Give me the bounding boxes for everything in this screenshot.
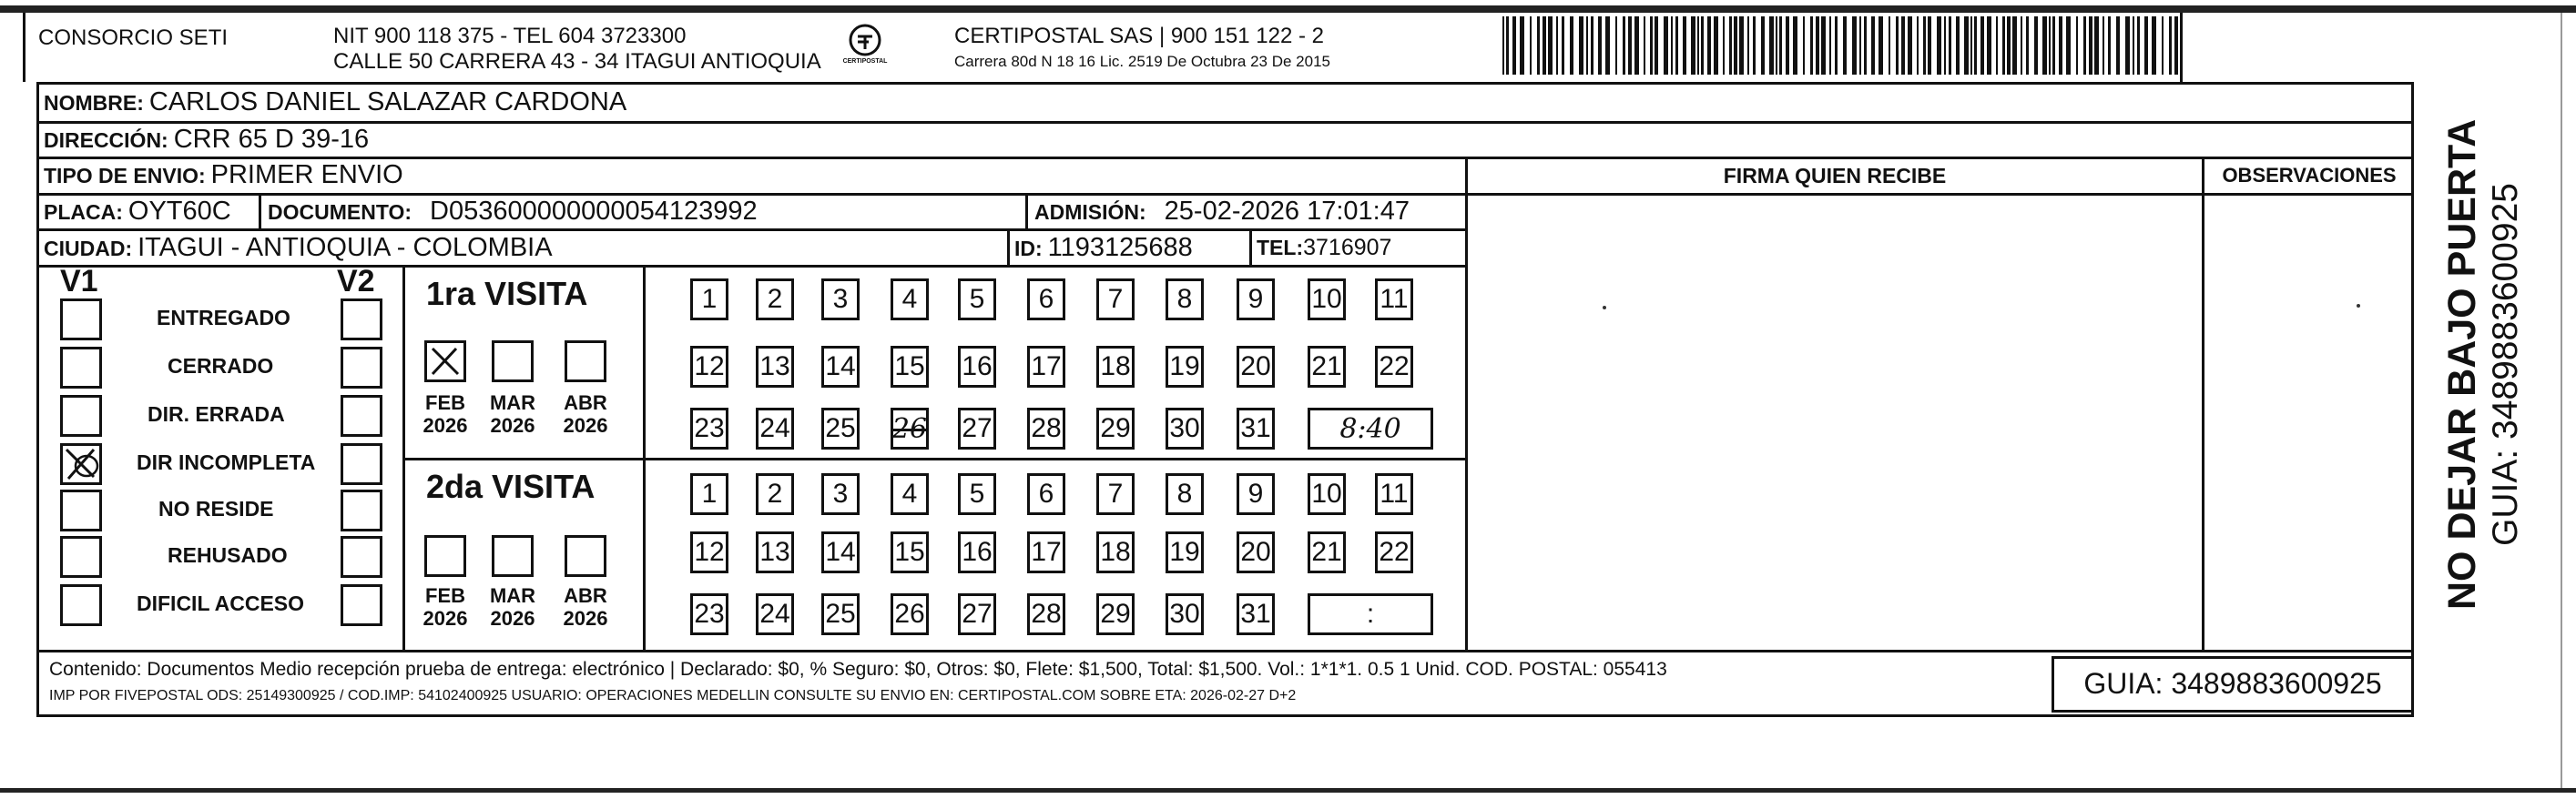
month-checkbox[interactable] xyxy=(565,340,606,382)
status-label: DIR. ERRADA xyxy=(148,402,285,426)
barcode-bar xyxy=(1901,16,1905,75)
v1-checkbox[interactable] xyxy=(60,298,102,340)
barcode-bar xyxy=(2049,16,2051,75)
day-box[interactable]: 23 xyxy=(690,593,728,635)
barcode-bar xyxy=(1852,16,1857,75)
visit-divider xyxy=(402,458,1468,460)
month-checkbox[interactable] xyxy=(492,340,534,382)
day-box[interactable]: 8 xyxy=(1166,473,1204,515)
day-box[interactable]: 12 xyxy=(690,346,728,388)
barcode-bar xyxy=(1586,16,1588,75)
barcode-bar xyxy=(1683,16,1686,75)
barcode-bar xyxy=(1655,16,1658,75)
day-box[interactable]: 22 xyxy=(1375,346,1413,388)
barcode-bar xyxy=(1579,16,1583,75)
day-box[interactable]: 13 xyxy=(756,346,794,388)
observation-mark xyxy=(2357,304,2360,308)
admision-field: ADMISIÓN: 25-02-2026 17:01:47 xyxy=(1034,197,1410,226)
barcode-bar xyxy=(2125,16,2130,75)
barcode-bar xyxy=(1786,16,1789,75)
day-box[interactable]: 29 xyxy=(1096,408,1135,450)
day-box[interactable]: 12 xyxy=(690,531,728,573)
day-box[interactable]: 1 xyxy=(690,473,728,515)
day-box[interactable]: 15 xyxy=(891,346,929,388)
barcode-bar xyxy=(1707,16,1711,75)
day-box[interactable]: 13 xyxy=(756,531,794,573)
day-box[interactable]: 5 xyxy=(958,278,996,320)
barcode-bar xyxy=(2066,16,2071,75)
month-checkbox[interactable] xyxy=(424,340,466,382)
barcode-bar xyxy=(1502,16,1504,75)
barcode-bar xyxy=(1664,16,1668,75)
barcode-bar xyxy=(1829,16,1831,75)
barcode-bar xyxy=(2103,16,2104,75)
tipo-envio-row: TIPO DE ENVIO: PRIMER ENVIO xyxy=(44,160,403,189)
barcode-bar xyxy=(1615,16,1617,75)
barcode-bar xyxy=(2089,16,2092,75)
address-line: CALLE 50 CARRERA 43 - 34 ITAGUI ANTIOQUIA xyxy=(333,49,821,74)
barcode-bar xyxy=(1928,16,1931,75)
documento-field: DOCUMENTO: D053600000000054123992 xyxy=(268,197,758,226)
day-box[interactable]: 21 xyxy=(1308,531,1346,573)
side-guia: GUIA: 3489883600925 xyxy=(2486,183,2525,546)
barcode-bar xyxy=(2042,16,2047,75)
footer-top-line xyxy=(36,650,2414,652)
barcode-bar xyxy=(1859,16,1861,75)
barcode-bar xyxy=(1923,16,1926,75)
barcode-bar xyxy=(1562,16,1564,75)
v2-checkbox[interactable] xyxy=(341,584,382,626)
day-box[interactable]: 2 xyxy=(756,473,794,515)
barcode-bar xyxy=(2076,16,2078,75)
nit-line: NIT 900 118 375 - TEL 604 3723300 xyxy=(333,24,687,48)
barcode-bar xyxy=(1956,16,1960,75)
v1-checkbox[interactable] xyxy=(60,395,102,437)
id-divider xyxy=(1007,228,1010,265)
day-box[interactable]: 22 xyxy=(1375,531,1413,573)
day-box[interactable]: 20 xyxy=(1237,531,1275,573)
tel-field: TEL: 3716907 xyxy=(1257,235,1392,260)
day-box[interactable]: 11 xyxy=(1375,278,1413,320)
certipostal-logo: CERTIPOSTAL xyxy=(838,22,892,73)
barcode-bar xyxy=(1548,16,1553,75)
barcode-bar xyxy=(1691,16,1695,75)
v2-checkbox[interactable] xyxy=(341,443,382,485)
status-label: ENTREGADO xyxy=(157,306,290,329)
company-name: CONSORCIO SETI xyxy=(38,25,229,50)
barcode-bar xyxy=(1537,16,1540,75)
v1-label: V1 xyxy=(60,264,98,298)
day-box[interactable]: 29 xyxy=(1096,593,1135,635)
barcode-bar xyxy=(2144,16,2148,75)
barcode-bar xyxy=(1761,16,1765,75)
month-label: ABR 2026 xyxy=(563,391,608,437)
barcode-bar xyxy=(2137,16,2140,75)
day-box[interactable]: 31 xyxy=(1237,408,1275,450)
day-box[interactable]: 6 xyxy=(1027,278,1065,320)
barcode-bar xyxy=(1937,16,1941,75)
row-line xyxy=(1468,193,2414,196)
second-visit-title: 2da VISITA xyxy=(426,468,596,505)
status-label: DIFICIL ACCESO xyxy=(137,592,305,615)
barcode-bar xyxy=(1729,16,1732,75)
day-box[interactable]: 18 xyxy=(1096,531,1135,573)
day-box[interactable]: 4 xyxy=(891,473,929,515)
barcode-bar xyxy=(1628,16,1632,75)
certipostal-line2: Carrera 80d N 18 16 Lic. 2519 De Octubra 23 De 2015 xyxy=(954,53,1330,70)
barcode-bar xyxy=(1675,16,1678,75)
v2-checkbox[interactable] xyxy=(341,490,382,531)
day-box[interactable]: 6 xyxy=(1027,473,1065,515)
day-box[interactable]: 24 xyxy=(756,408,794,450)
barcode-bar xyxy=(1879,16,1883,75)
day-box[interactable]: 2 xyxy=(756,278,794,320)
header-left-edge xyxy=(23,13,25,82)
day-box[interactable]: 16 xyxy=(958,531,996,573)
month-label: ABR 2026 xyxy=(563,584,608,630)
barcode-bar xyxy=(1776,16,1777,75)
barcode-bar xyxy=(1889,16,1890,75)
month-label: FEB 2026 xyxy=(423,391,468,437)
v2-checkbox[interactable] xyxy=(341,347,382,389)
barcode-bar xyxy=(1530,16,1532,75)
ciudad-field: CIUDAD: ITAGUI - ANTIOQUIA - COLOMBIA xyxy=(44,233,553,262)
barcode-bar xyxy=(2007,16,2011,75)
day-box[interactable]: 25 xyxy=(821,408,860,450)
month-checkbox[interactable] xyxy=(424,535,466,577)
day-box[interactable]: 9 xyxy=(1237,473,1275,515)
v2-label: V2 xyxy=(337,264,375,298)
day-box[interactable]: 30 xyxy=(1166,593,1204,635)
barcode-bar xyxy=(2026,16,2029,75)
barcode-bar xyxy=(1739,16,1744,75)
barcode-bar xyxy=(1701,16,1704,75)
barcode-bar xyxy=(1714,16,1718,75)
barcode-bar xyxy=(1970,16,1972,75)
month-label: MAR 2026 xyxy=(489,584,536,630)
day-box[interactable]: 20 xyxy=(1237,346,1275,388)
barcode-bar xyxy=(1864,16,1867,75)
v2-checkbox[interactable] xyxy=(341,395,382,437)
day-box[interactable]: 27 xyxy=(958,593,996,635)
day-box[interactable]: 8 xyxy=(1166,278,1204,320)
barcode-bar xyxy=(1908,16,1912,75)
barcode-bar xyxy=(1747,16,1749,75)
month-label: MAR 2026 xyxy=(489,391,536,437)
barcode-bar xyxy=(1506,16,1509,75)
barcode-bar xyxy=(1734,16,1737,75)
day-box[interactable]: 24 xyxy=(756,593,794,635)
status-label: NO RESIDE xyxy=(158,497,274,521)
day-box[interactable]: 30 xyxy=(1166,408,1204,450)
barcode-bar xyxy=(2034,16,2038,75)
barcode-bar xyxy=(1644,16,1645,75)
day-box[interactable]: 21 xyxy=(1308,346,1346,388)
day-box[interactable]: 14 xyxy=(821,531,860,573)
barcode-bar xyxy=(1821,16,1826,75)
barcode-bar xyxy=(2108,16,2111,75)
barcode-bar xyxy=(1570,16,1573,75)
status-label: CERRADO xyxy=(168,354,274,378)
month-checkbox[interactable] xyxy=(565,535,606,577)
barcode-bar xyxy=(1598,16,1602,75)
barcode-bar xyxy=(1816,16,1819,75)
visit-time-box[interactable]: 8:40 xyxy=(1308,408,1433,450)
direccion-row: DIRECCIÓN: CRR 65 D 39-16 xyxy=(44,125,370,154)
firma-header: FIRMA QUIEN RECIBE xyxy=(1723,164,1947,187)
barcode-bar xyxy=(1964,16,1969,75)
day-box[interactable]: 15 xyxy=(891,531,929,573)
bottom-edge xyxy=(0,788,2576,793)
day-box[interactable]: 7 xyxy=(1096,473,1135,515)
day-box[interactable]: 11 xyxy=(1375,473,1413,515)
barcode-bar xyxy=(2094,16,2099,75)
barcode-bar xyxy=(1896,16,1899,75)
barcode-bar xyxy=(1980,16,1984,75)
placa-field: PLACA: OYT60C xyxy=(44,197,231,226)
barcode-bar xyxy=(1623,16,1625,75)
barcode-bar xyxy=(1987,16,1991,75)
barcode-bar xyxy=(1779,16,1782,75)
barcode-bar xyxy=(1803,16,1805,75)
barcode-bar xyxy=(1753,16,1756,75)
top-edge xyxy=(0,5,2576,13)
id-field: ID: 1193125688 xyxy=(1014,233,1193,262)
status-label: DIR INCOMPLETA xyxy=(137,450,316,474)
barcode-bar xyxy=(1996,16,1998,75)
barcode-bar xyxy=(2116,16,2120,75)
barcode-bar xyxy=(2052,16,2055,75)
barcode-bar xyxy=(1543,16,1546,75)
barcode-bar xyxy=(1697,16,1699,75)
v2-checkbox[interactable] xyxy=(341,298,382,340)
placa-divider xyxy=(259,193,261,228)
row-line xyxy=(36,121,2414,124)
barcode-bar xyxy=(1591,16,1593,75)
footer-impresion: IMP POR FIVEPOSTAL ODS: 25149300925 / COD.IMP: 54102400925 USUARIO: OPERACIONES MEDELLIN CONSULTE SU ENVIO EN: CERTIPOSTAL.COM SOBRE ETA: 2026-02-27 D+2 xyxy=(49,688,1297,703)
no-dejar-bajo-puerta: NO DEJAR BAJO PUERTA xyxy=(2440,118,2484,610)
tel-divider xyxy=(1249,228,1252,265)
header-right-edge xyxy=(2180,13,2183,82)
barcode-bar xyxy=(2002,16,2005,75)
barcode xyxy=(1502,16,2181,75)
day-box[interactable]: 26 xyxy=(891,593,929,635)
v2-checkbox[interactable] xyxy=(341,536,382,578)
barcode-bar xyxy=(1810,16,1813,75)
day-box[interactable]: 10 xyxy=(1308,278,1346,320)
day-box[interactable]: 14 xyxy=(821,346,860,388)
barcode-bar xyxy=(1769,16,1774,75)
day-box[interactable]: 18 xyxy=(1096,346,1135,388)
row-line xyxy=(36,228,1468,231)
barcode-bar xyxy=(1634,16,1639,75)
day-box[interactable]: 5 xyxy=(958,473,996,515)
barcode-bar xyxy=(1556,16,1558,75)
barcode-bar xyxy=(2021,16,2022,75)
day-box[interactable]: 3 xyxy=(821,278,860,320)
barcode-bar xyxy=(2174,16,2178,75)
barcode-bar xyxy=(2133,16,2134,75)
nombre-row: NOMBRE: CARLOS DANIEL SALAZAR CARDONA xyxy=(44,87,627,116)
first-visit-title: 1ra VISITA xyxy=(426,275,588,312)
observaciones-header: OBSERVACIONES xyxy=(2222,164,2397,187)
barcode-bar xyxy=(1871,16,1875,75)
barcode-bar xyxy=(1835,16,1838,75)
barcode-bar xyxy=(1723,16,1725,75)
row-line xyxy=(36,157,2414,159)
footer-contenido: Contenido: Documentos Medio recepción prueba de entrega: electrónico | Declarado: $0, % Seguro: $0, Otros: $0, Flete: $1,500, Total: $1,500. Vol.: 1*1*1. 0.5 1 Unid. COD. POSTAL: 055413 xyxy=(49,659,1667,680)
day-box[interactable]: 28 xyxy=(1027,593,1065,635)
col-divider-observaciones xyxy=(2202,157,2204,650)
barcode-bar xyxy=(1650,16,1653,75)
barcode-bar xyxy=(2083,16,2086,75)
day-box[interactable]: 26 xyxy=(891,408,929,450)
day-box[interactable]: 4 xyxy=(891,278,929,320)
day-box[interactable]: 25 xyxy=(821,593,860,635)
day-box[interactable]: 17 xyxy=(1027,346,1065,388)
barcode-bar xyxy=(1843,16,1847,75)
barcode-bar xyxy=(1793,16,1797,75)
visit-time-box[interactable]: : xyxy=(1308,593,1433,635)
month-checkbox[interactable] xyxy=(492,535,534,577)
month-label: FEB 2026 xyxy=(423,584,468,630)
day-box[interactable]: 1 xyxy=(690,278,728,320)
v1-checkbox[interactable] xyxy=(60,443,102,485)
v1-checkbox[interactable] xyxy=(60,584,102,626)
v1-checkbox[interactable] xyxy=(60,347,102,389)
certipostal-line1: CERTIPOSTAL SAS | 900 151 122 - 2 xyxy=(954,24,1324,48)
day-box[interactable]: 19 xyxy=(1166,346,1204,388)
right-edge xyxy=(2561,13,2562,788)
barcode-bar xyxy=(1671,16,1673,75)
barcode-bar xyxy=(1605,16,1610,75)
day-box[interactable]: 17 xyxy=(1027,531,1065,573)
day-box[interactable]: 31 xyxy=(1237,593,1275,635)
barcode-bar xyxy=(1974,16,1977,75)
barcode-bar xyxy=(2162,16,2164,75)
admision-divider xyxy=(1025,193,1028,228)
day-box[interactable]: 3 xyxy=(821,473,860,515)
day-box[interactable]: 23 xyxy=(690,408,728,450)
barcode-bar xyxy=(1917,16,1919,75)
day-box[interactable]: 16 xyxy=(958,346,996,388)
barcode-bar xyxy=(1949,16,1951,75)
barcode-bar xyxy=(1512,16,1516,75)
barcode-bar xyxy=(1944,16,1946,75)
status-label: REHUSADO xyxy=(168,543,288,567)
barcode-bar xyxy=(2152,16,2156,75)
barcode-bar xyxy=(2012,16,2017,75)
day-box[interactable]: 9 xyxy=(1237,278,1275,320)
day-box[interactable]: 19 xyxy=(1166,531,1204,573)
footer-guia: GUIA: 3489883600925 xyxy=(2083,667,2382,700)
day-box[interactable]: 7 xyxy=(1096,278,1135,320)
barcode-bar xyxy=(2059,16,2062,75)
v1-checkbox[interactable] xyxy=(60,536,102,578)
day-box[interactable]: 28 xyxy=(1027,408,1065,450)
barcode-bar xyxy=(1520,16,1524,75)
v1-checkbox[interactable] xyxy=(60,490,102,531)
barcode-bar xyxy=(2169,16,2172,75)
row-line xyxy=(36,265,1468,268)
day-box[interactable]: 27 xyxy=(958,408,996,450)
signature-mark xyxy=(1603,306,1606,309)
day-box[interactable]: 10 xyxy=(1308,473,1346,515)
col-divider-firma xyxy=(1465,157,1468,650)
